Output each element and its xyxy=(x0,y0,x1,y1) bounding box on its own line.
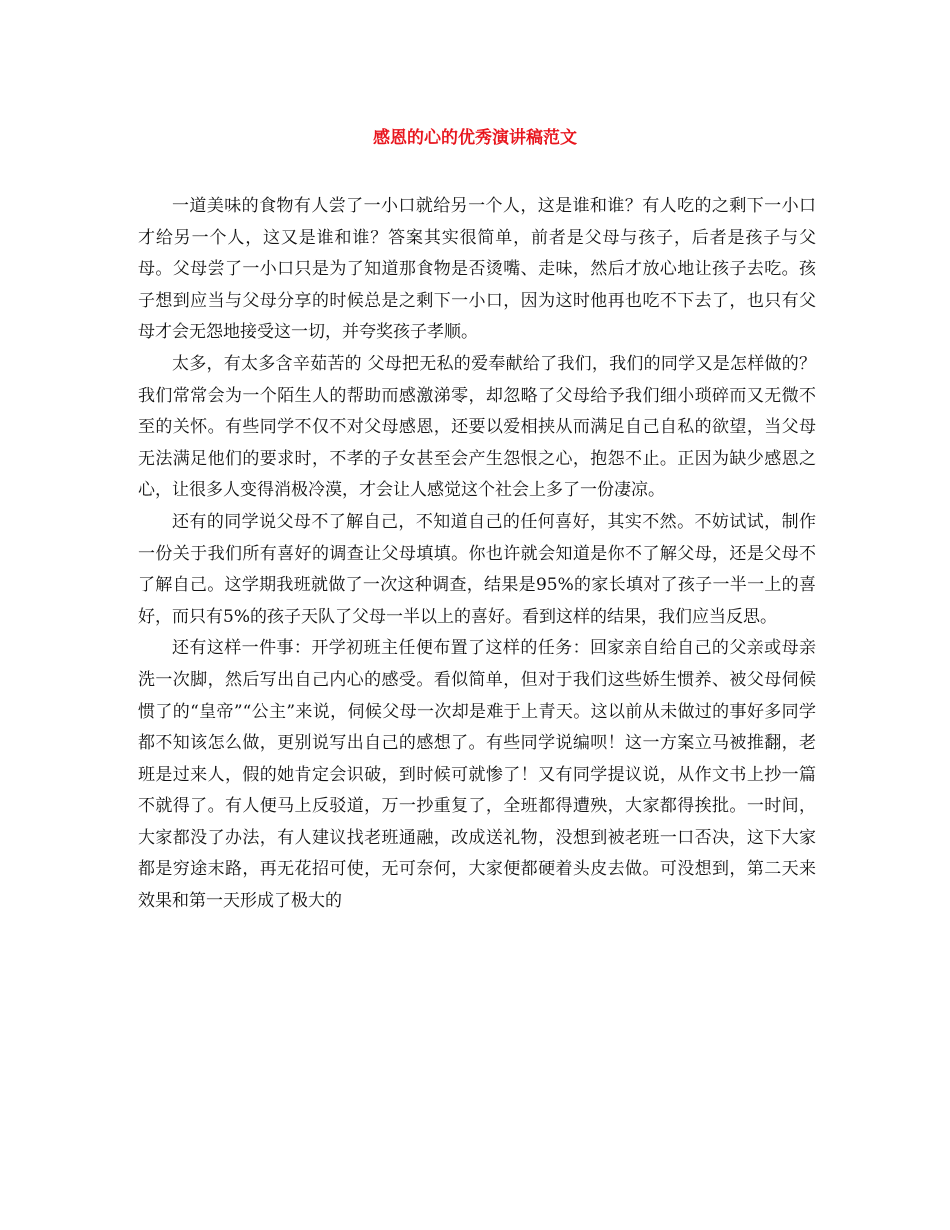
paragraph-2: 太多，有太多含辛茹苦的 父母把无私的爱奉献给了我们，我们的同学又是怎样做的？我们常常会为一个陌生人的帮助而感激涕零，却忽略了父母给予我们细小琐碎而又无微不至的关怀。有些同学不仅不对父母感恩，还要以爱相挟从而满足自己自私的欲望，当父母无法满足他们的要求时，不孝的子女甚至会产生怨恨之心，抱怨不止。正因为缺少感恩之心，让很多人变得消极冷漠，才会让人感觉这个社会上多了一份凄凉。 xyxy=(138,353,816,501)
document-title: 感恩的心的优秀演讲稿范文 xyxy=(373,128,577,148)
paragraph-3: 还有的同学说父母不了解自己，不知道自己的任何喜好，其实不然。不妨试试，制作一份关于我们所有喜好的调查让父母填填。你也许就会知道是你不了解父母，还是父母不了解自己。这学期我班就做了一次这种调查，结果是95%的家长填对了孩子一半一上的喜好，而只有5%的孩子天队了父母一半以上的喜好。看到这样的结果，我们应当反思。 xyxy=(138,511,816,627)
paragraph-1: 一道美味的食物有人尝了一小口就给另一个人，这是谁和谁？有人吃的之剩下一小口才给另一个人，这又是谁和谁？答案其实很简单，前者是父母与孩子，后者是孩子与父母。父母尝了一小口只是为了知道那食物是否烫嘴、走味，然后才放心地让孩子去吃。孩子想到应当与父母分享的时候总是之剩下一小口，因为这时他再也吃不下去了，也只有父母才会无怨地接受这一切，并夸奖孩子孝顺。 xyxy=(138,196,816,343)
document-body xyxy=(138,191,816,918)
paragraph-4: 还有这样一件事：开学初班主任便布置了这样的任务：回家亲自给自己的父亲或母亲洗一次脚，然后写出自己内心的感受。看似简单，但对于我们这些娇生惯养、被父母伺候惯了的“皇帝”“公主”来说，伺候父母一次却是难于上青天。这以前从未做过的事好多同学都不知该怎么做，更别说写出自己的感想了。有些同学说编呗！这一方案立马被推翻，老班是过来人，假的她肯定会识破，到时候可就惨了！又有同学提议说，从作文书上抄一篇不就得了。有人便马上反驳道，万一抄重复了，全班都得遭殃，大家都得挨批。一时间，大家都没了办法，有人建议找老班通融，改成送礼物，没想到被老班一口否决，这下大家都是穷途末路，再无花招可使，无可奈何，大家便都硬着头皮去做。可没想到，第二天来效果和第一天形成了极大的 xyxy=(138,638,816,912)
